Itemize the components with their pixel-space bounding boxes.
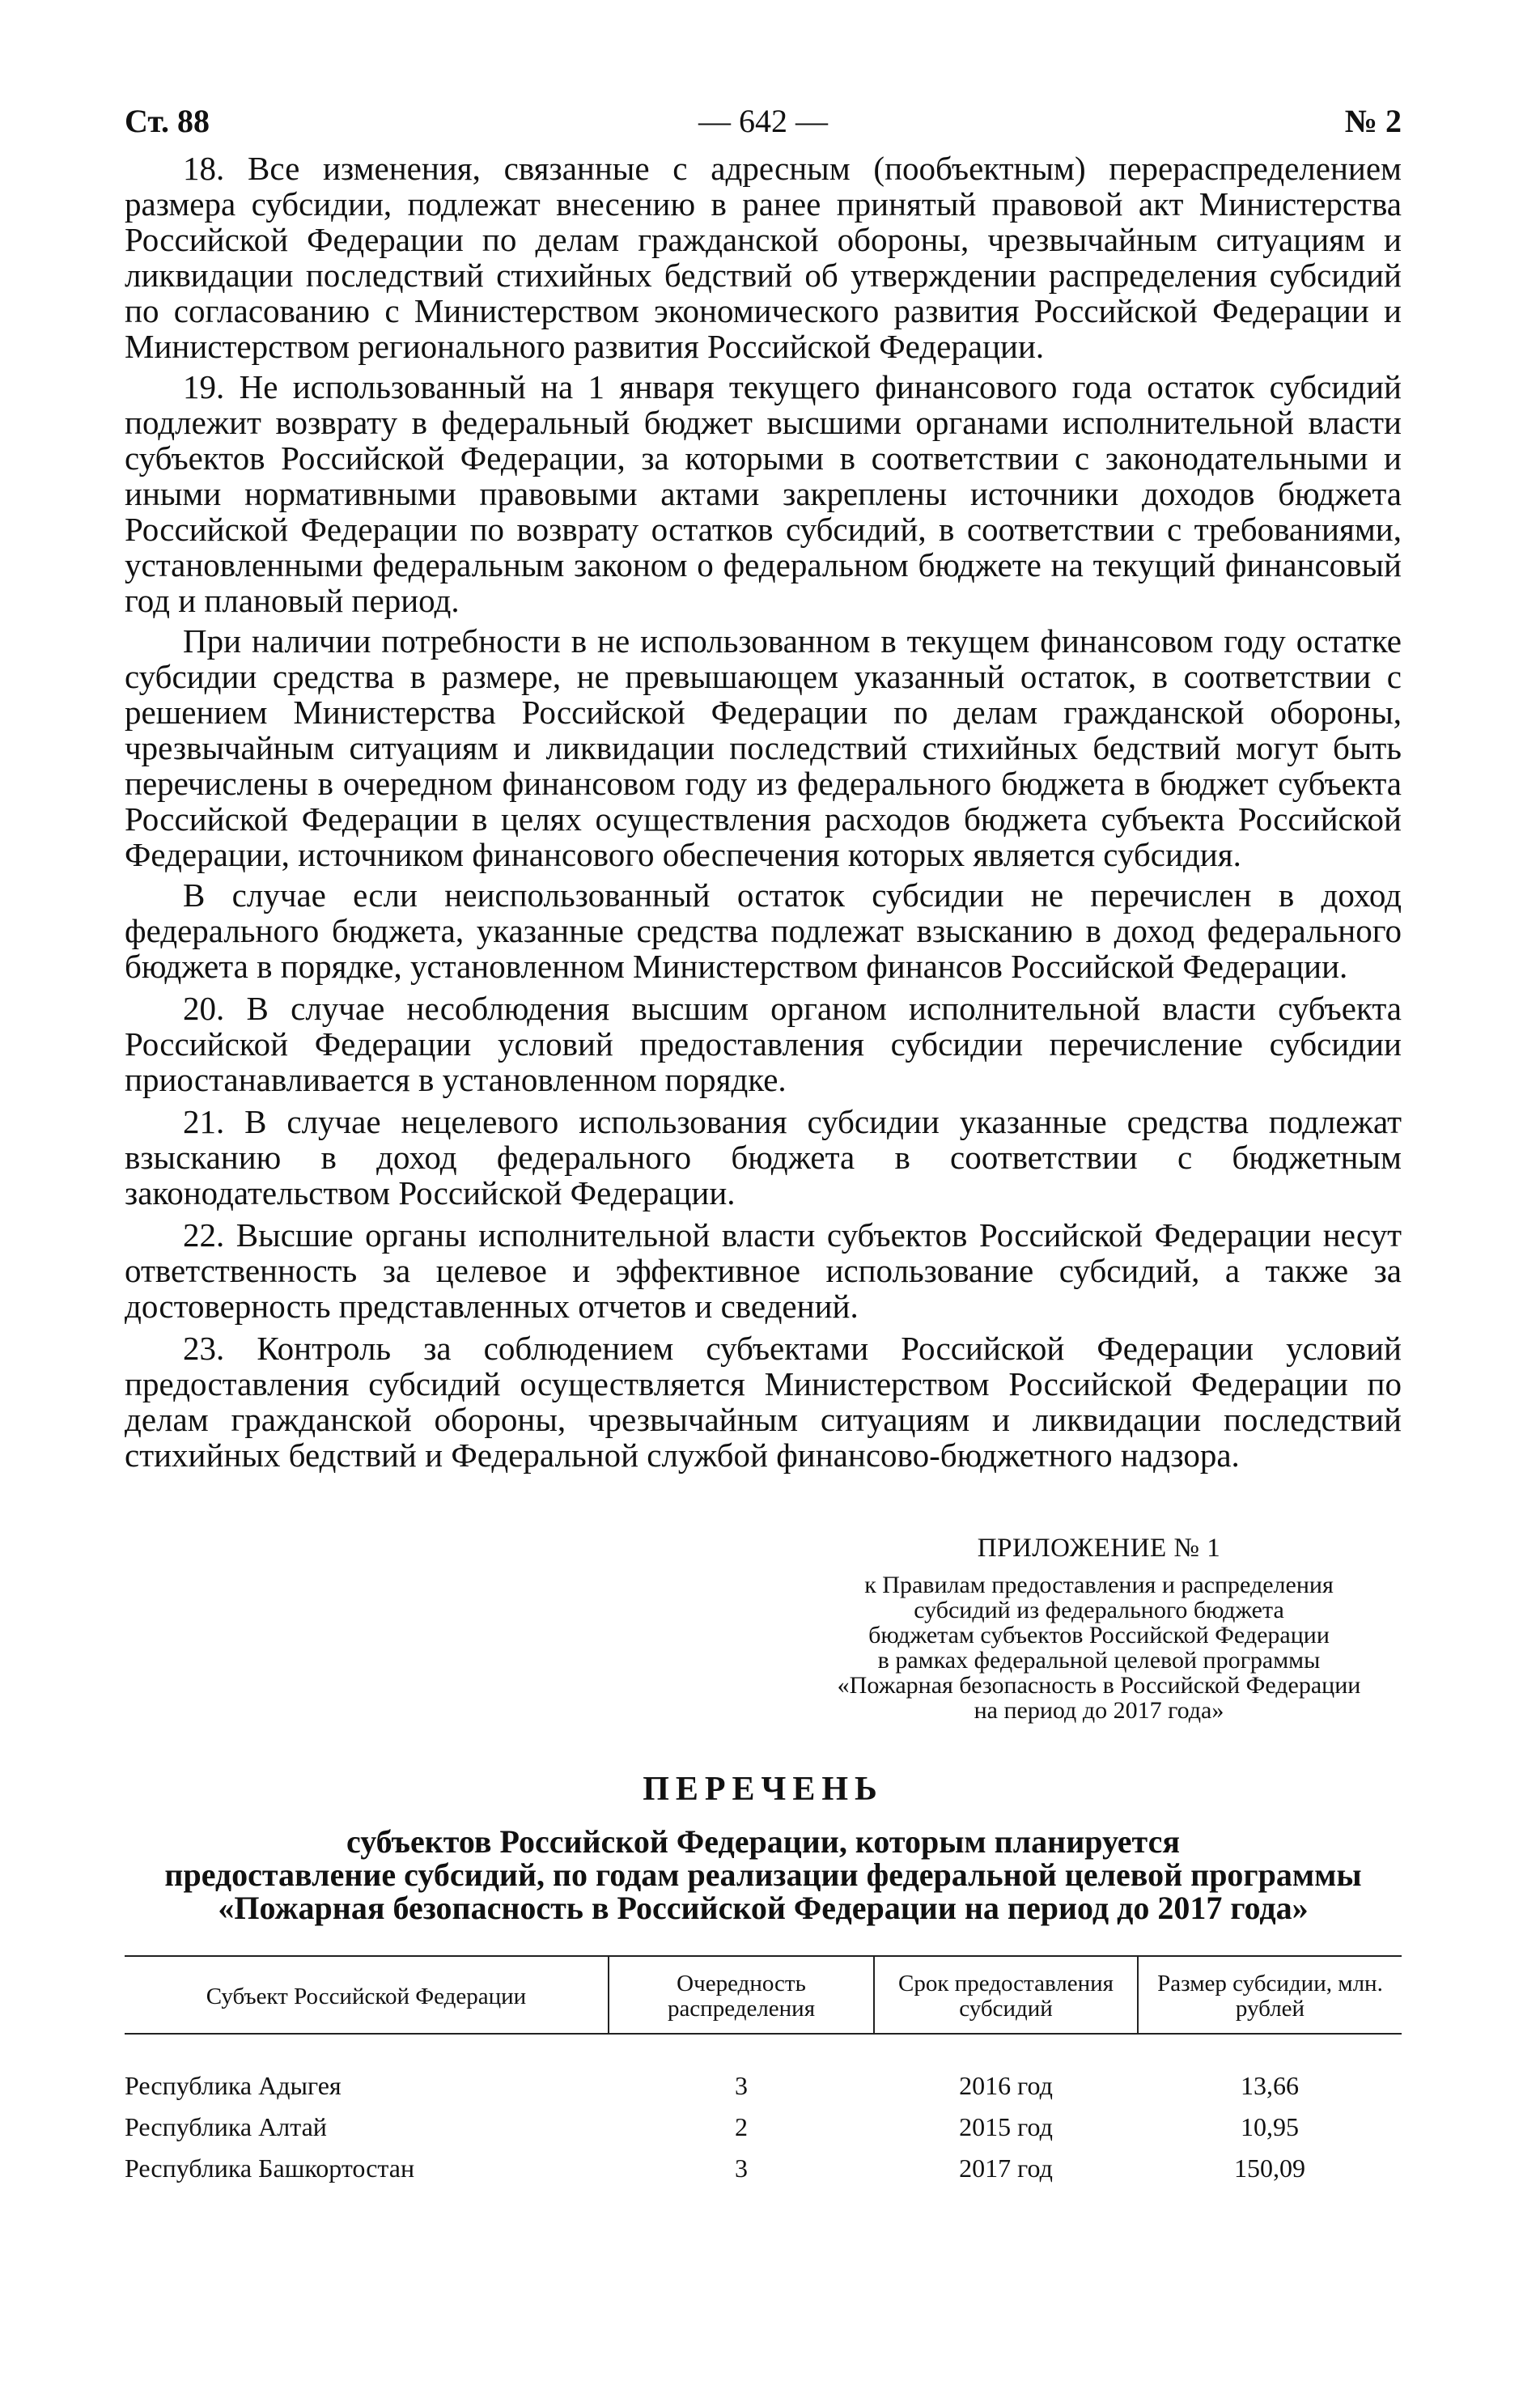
paragraph-19: 19. Не использованный на 1 января текущего финансового года остаток субсидий подлежит возврату в федеральный бюджет высшими органами исполнительной власти субъектов Российской Федерации, за которыми в соответствии с законодательными и иными нормативными правовыми актами закреплены источники доходов бюджета Российской Федерации по возврату остатков субсидий, в соответствии с требованиями, установленными федеральным законом о федеральном бюджете на текущий финансовый год и плановый период. bbox=[125, 368, 1402, 619]
paragraph-23: 23. Контроль за соблюдением субъектами Российской Федерации условий предоставления субсидий осуществляется Министерством Российской Федерации по делам гражданской обороны, чрезвычайным ситуациям и ликвидации последствий стихийных бедствий и Федеральной службой финансово-бюджетного надзора. bbox=[125, 1330, 1402, 1474]
issue-number: № 2 bbox=[1344, 103, 1402, 139]
cell-amount: 13,66 bbox=[1241, 2071, 1299, 2100]
table-header-row bbox=[125, 1956, 1402, 2034]
page-number: — 642 — bbox=[698, 103, 828, 139]
list-subtitle-line: предоставление субсидий, по годам реализации федеральной целевой программы bbox=[164, 1856, 1362, 1893]
cell-amount: 10,95 bbox=[1241, 2112, 1299, 2141]
table-row bbox=[125, 2034, 1402, 2107]
list-subtitle-line: субъектов Российской Федерации, которым планируется bbox=[346, 1823, 1181, 1860]
cell-term: 2015 год bbox=[959, 2112, 1053, 2141]
header-amount: Размер субсидии, млн. рублей bbox=[1138, 1956, 1402, 2034]
appendix-block bbox=[796, 1536, 1402, 1723]
appendix-line: к Правилам предоставления и распределения bbox=[864, 1572, 1334, 1598]
cell-subject: Республика Адыгея bbox=[125, 2071, 342, 2100]
paragraph-21: 21. В случае нецелевого использования субсидии указанные средства подлежат взысканию в доход федерального бюджета в соответствии с бюджетным законодательством Российской Федерации. bbox=[125, 1103, 1402, 1211]
table-row bbox=[125, 2148, 1402, 2189]
appendix-line: на период до 2017 года» bbox=[974, 1697, 1224, 1724]
header-subject: Субъект Российской Федерации bbox=[125, 1956, 609, 2034]
rules-text bbox=[125, 151, 1402, 1473]
paragraph-22: 22. Высшие органы исполнительной власти субъектов Российской Федерации несут ответственность за целевое и эффективное использование субсидий, а также за достоверность представленных отчетов и сведений. bbox=[125, 1216, 1402, 1325]
header-order: Очередность распределения bbox=[609, 1956, 874, 2034]
list-subtitle-line: «Пожарная безопасность в Российской Федерации на период до 2017 года» bbox=[218, 1890, 1309, 1926]
paragraph-20: 20. В случае несоблюдения высшим органом исполнительной власти субъекта Российской Федерации условий предоставления субсидии перечисление субсидии приостанавливается в установленном порядке. bbox=[125, 990, 1402, 1098]
header-term: Срок предоставления субсидий bbox=[874, 1956, 1138, 2034]
cell-subject: Республика Башкортостан bbox=[125, 2153, 415, 2183]
cell-term: 2017 год bbox=[959, 2153, 1053, 2183]
table-row bbox=[125, 2107, 1402, 2148]
cell-order: 3 bbox=[735, 2071, 748, 2100]
cell-order: 2 bbox=[735, 2112, 748, 2141]
appendix-line: «Пожарная безопасность в Российской Федерации bbox=[837, 1672, 1361, 1699]
appendix-line: субсидий из федерального бюджета bbox=[914, 1597, 1284, 1623]
article-number: Ст. 88 bbox=[125, 103, 210, 139]
appendix-title: ПРИЛОЖЕНИЕ № 1 bbox=[977, 1534, 1221, 1563]
appendix-line: в рамках федеральной целевой программы bbox=[877, 1647, 1321, 1674]
list-subtitle bbox=[125, 1825, 1402, 1924]
paragraph-18: 18. Все изменения, связанные с адресным (пообъектным) перераспределением размера субсидии, подлежат внесению в ранее принятый правовой акт Министерства Российской Федерации по делам гражданской обороны, чрезвычайным ситуациям и ликвидации последствий стихийных бедствий об утверждении распределения субсидий по согласованию с Министерством экономического развития Российской Федерации и Министерством регионального развития Российской Федерации. bbox=[125, 150, 1402, 365]
document-page bbox=[125, 95, 1402, 2189]
page-header bbox=[125, 95, 1402, 147]
paragraph-19-part-2: При наличии потребности в не использованном в текущем финансовом году остатке субсидии средства в размере, не превышающем указанный остаток, в соответствии с решением Министерства Российской Федерации по делам гражданской обороны, чрезвычайным ситуациям и ликвидации последствий стихийных бедствий могут быть перечислены в очередном финансовом году из федерального бюджета в бюджет субъекта Российской Федерации в целях осуществления расходов бюджета субъекта Российской Федерации, источником финансового обеспечения которых является субсидия. bbox=[125, 622, 1402, 873]
cell-subject: Республика Алтай bbox=[125, 2112, 327, 2141]
appendix-line: бюджетам субъектов Российской Федерации bbox=[868, 1622, 1330, 1649]
cell-order: 3 bbox=[735, 2153, 748, 2183]
subsidy-table bbox=[125, 1955, 1402, 2189]
cell-amount: 150,09 bbox=[1234, 2153, 1305, 2183]
list-title: ПЕРЕЧЕНЬ bbox=[643, 1771, 884, 1808]
paragraph-19-part-3: В случае если неиспользованный остаток субсидии не перечислен в доход федерального бюджета, указанные средства подлежат взысканию в доход федерального бюджета в порядке, установленном Министерством финансов Российской Федерации. bbox=[125, 876, 1402, 985]
cell-term: 2016 год bbox=[959, 2071, 1053, 2100]
